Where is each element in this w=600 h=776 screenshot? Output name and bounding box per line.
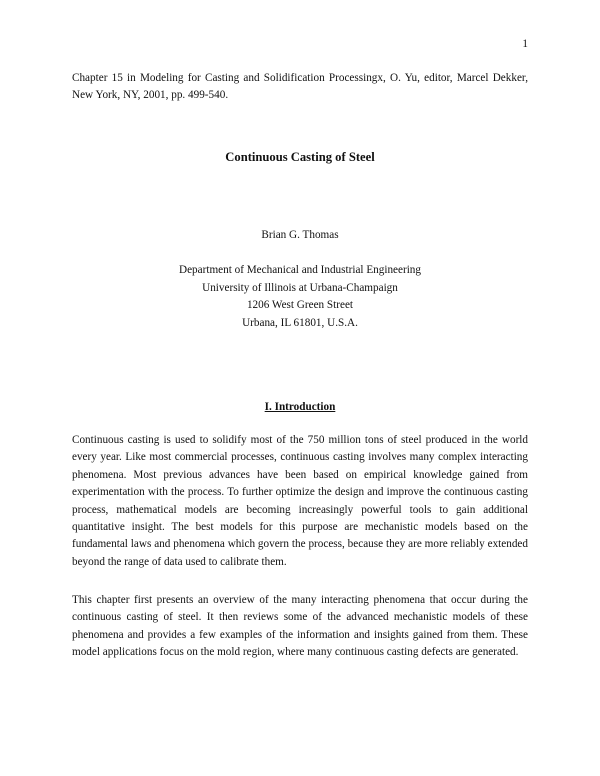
affiliation-city: Urbana, IL 61801, U.S.A. xyxy=(242,316,358,329)
paper-title: Continuous Casting of Steel xyxy=(225,150,375,164)
affiliation-street: 1206 West Green Street xyxy=(246,299,354,311)
affiliation-department: Department of Mechanical and Industrial Engineering xyxy=(179,264,421,276)
intro-paragraph-2: This chapter first presents an overview of the many interacting phenomena that occur during the continuous casting of steel. It then reviews some of the advanced mechanistic models of these phenomena and provides a few examples of the information and insights gained from them. These model applications focus on the mold region, where many continuous casting defects are generated. xyxy=(72,594,528,659)
author-name: Brian G. Thomas xyxy=(261,229,339,241)
section-heading: I. Introduction xyxy=(264,401,336,413)
affiliation-university: University of Illinois at Urbana-Champaign xyxy=(202,281,398,294)
affiliation-block xyxy=(0,262,600,332)
citation: Chapter 15 in Modeling for Casting and Solidification Processingx, O. Yu, editor, Marcel Dekker, New York, NY, 2001, pp. 499-540. xyxy=(72,72,528,102)
page-number: 1 xyxy=(522,38,528,50)
intro-paragraph-1: Continuous casting is used to solidify most of the 750 million tons of steel produced in the world every year. Like most commercial processes, continuous casting involves many complex interacting phenomena. Most previous advances have been based on empirical knowledge gained from experimentation with the process. To further optimize the design and improve the continuous casting process, mathematical models are becoming increasingly powerful tools to gain additional quantitative insight. The best models for this purpose are mechanistic models based on the fundamental laws and phenomena which govern the process, because they are more reliably extended beyond the range of data used to calibrate them. xyxy=(72,434,528,568)
